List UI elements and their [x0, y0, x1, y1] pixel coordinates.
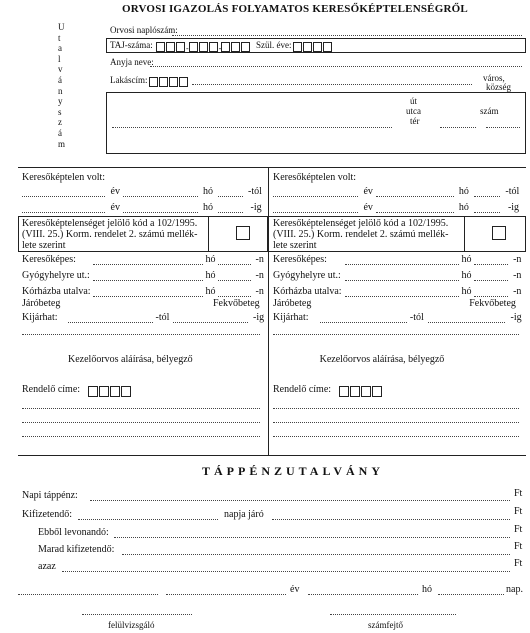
rendelo-cim-line-2[interactable]: [22, 422, 260, 423]
ev-label: év: [110, 186, 120, 197]
gyogyhelyre-ut-nap-field[interactable]: [474, 280, 508, 281]
side-letter: y: [58, 96, 63, 107]
keresokeptelen-volt-label: Keresőképtelen volt:: [22, 172, 106, 183]
kezeloorvos-label: Kezelőorvos aláírása, bélyegző: [68, 354, 193, 365]
side-letter: s: [58, 106, 62, 117]
ev-label: év: [110, 202, 120, 213]
gyogyhelyre-ut-label: Gyógyhelyre ut.:: [22, 270, 90, 281]
side-letter: á: [58, 75, 62, 85]
keresokeptelen-ig-nap-field[interactable]: [474, 212, 500, 213]
kijarhat-tol-field[interactable]: [68, 322, 153, 323]
side-letter: l: [58, 53, 61, 64]
korhazba-utalva-ho-field[interactable]: [345, 296, 459, 297]
gyogyhelyre-ut-label: Gyógyhelyre ut.:: [273, 270, 341, 281]
marad-kifizetendo-label: Marad kifizetendő:: [38, 544, 115, 555]
azaz-field[interactable]: [62, 571, 510, 572]
rendelo-cim-line-1[interactable]: [22, 408, 260, 409]
szamfejto-label: számfejtő: [368, 620, 403, 630]
keresokeptelen-tol-nap-field[interactable]: [474, 196, 500, 197]
varos-label: város,: [483, 73, 505, 83]
n-label: -n: [513, 286, 522, 297]
ho-label: hó: [461, 254, 472, 265]
kijarhat-label: Kijárhat:: [22, 312, 58, 323]
varos-field[interactable]: [192, 84, 472, 85]
column-right: [268, 168, 526, 455]
taj-szama-boxes[interactable]: - -: [156, 38, 251, 56]
kod-text-line-1: Keresőképtelenséget jelölő kód a 102/1995.: [273, 218, 449, 229]
kijarhat-tol-field[interactable]: [320, 322, 408, 323]
side-letter: m: [58, 138, 66, 149]
keresokeptelen-ig-ho-field[interactable]: [123, 212, 198, 213]
kijarhat-ig-field[interactable]: [428, 322, 505, 323]
jarobeteg-label: Járóbeteg: [273, 298, 312, 309]
side-letter: v: [58, 64, 63, 75]
rendelo-cim-line-3[interactable]: [273, 436, 519, 437]
rendelo-cime-label: Rendelő címe:: [273, 384, 332, 395]
ft-label-4: Ft: [514, 541, 523, 552]
korhazba-utalva-ho-field[interactable]: [93, 296, 203, 297]
kijarhat-extra-field[interactable]: [22, 334, 260, 335]
gyogyhelyre-ut-ho-field[interactable]: [93, 280, 203, 281]
datum-ev-field[interactable]: [166, 594, 286, 595]
utca-label: utca: [406, 106, 421, 116]
n-label: -n: [255, 286, 264, 297]
side-letter: U: [58, 22, 65, 32]
szam-label: szám: [480, 106, 499, 116]
n-label: -n: [255, 254, 264, 265]
n-label: -n: [513, 270, 522, 281]
keresokeptelen-ig-ev-field[interactable]: [22, 212, 105, 213]
kod-box-divider: [208, 216, 209, 251]
felulvizsgalo-signature-line[interactable]: [82, 614, 192, 615]
tol-label: -tól: [248, 186, 262, 197]
rendelo-irsz-boxes[interactable]: [339, 382, 383, 400]
gyogyhelyre-ut-ho-field[interactable]: [345, 280, 459, 281]
kod-checkbox[interactable]: [492, 226, 506, 240]
ev-label: év: [363, 186, 373, 197]
kod-box-divider: [464, 216, 465, 251]
marad-kifizetendo-field[interactable]: [122, 554, 510, 555]
kijarhat-ig-field[interactable]: [173, 322, 248, 323]
lakascim-irsz-boxes[interactable]: [149, 73, 189, 91]
jarobeteg-label: Járóbeteg: [22, 298, 61, 309]
fekvobeteg-label: Fekvőbeteg: [469, 298, 516, 309]
kod-text-line-2: (VIII. 25.) Korm. rendelet 2. számú mellék-: [273, 229, 449, 240]
kereskepes-label: Keresőképes:: [273, 254, 327, 265]
ho-label: hó: [461, 286, 472, 297]
ig-label: -ig: [250, 202, 262, 213]
datum-ho-field[interactable]: [308, 594, 418, 595]
kod-checkbox[interactable]: [236, 226, 250, 240]
datum-ev-label: év: [290, 584, 300, 595]
ho-label: hó: [203, 186, 213, 197]
szamfejto-signature-line[interactable]: [330, 614, 456, 615]
ho-label: hó: [205, 254, 216, 265]
helyseg-field[interactable]: [18, 594, 158, 595]
side-letter: n: [58, 85, 63, 96]
szul-ev-label: Szül. éve:: [256, 40, 292, 50]
keresokeptelen-tol-ho-field[interactable]: [123, 196, 198, 197]
taj-szama-label: TAJ-száma:: [110, 40, 153, 50]
datum-nap-label: nap.: [506, 584, 523, 595]
anyja-neve-field[interactable]: [150, 66, 522, 67]
columns-bottom-line: [18, 455, 526, 456]
lakascim-label: Lakáscím:: [110, 75, 148, 85]
ho-label: hó: [203, 202, 213, 213]
anyja-neve-label: Anyja neve:: [110, 57, 154, 67]
korhazba-utalva-nap-field[interactable]: [474, 296, 508, 297]
szam-field-2[interactable]: [486, 127, 520, 128]
keresokeptelen-tol-ev-field[interactable]: [273, 196, 358, 197]
side-letter: a: [58, 43, 62, 54]
keresokeptelen-ig-ho-field[interactable]: [376, 212, 453, 213]
kereskepes-ho-field[interactable]: [345, 264, 459, 265]
kereskepes-ho-field[interactable]: [93, 264, 203, 265]
kifizetendo-osszeg-field[interactable]: [272, 519, 510, 520]
kijarhat-label: Kijárhat:: [273, 312, 309, 323]
side-letter: t: [58, 32, 61, 43]
kereskepes-nap-field[interactable]: [218, 264, 251, 265]
ft-label-2: Ft: [514, 506, 523, 517]
kod-text-line-3: lete szerint: [273, 240, 317, 251]
tappenzutalvany-title: TÁPPÉNZUTALVÁNY: [202, 464, 385, 478]
gyogyhelyre-ut-nap-field[interactable]: [218, 280, 251, 281]
napja-jaro-label: napja járó: [224, 509, 264, 520]
ft-label-1: Ft: [514, 488, 523, 499]
side-letter: z: [58, 117, 62, 128]
szam-field[interactable]: [440, 127, 476, 128]
napi-tappenz-field[interactable]: [90, 500, 510, 501]
keresokeptelen-tol-ho-field[interactable]: [376, 196, 453, 197]
ho-label: hó: [458, 202, 469, 213]
szul-ev-boxes[interactable]: [293, 38, 333, 56]
ebbol-levonando-field[interactable]: [114, 537, 510, 538]
ter-label: tér: [410, 116, 420, 126]
rendelo-irsz-boxes[interactable]: [88, 382, 132, 400]
ft-label-5: Ft: [514, 558, 523, 569]
ho-label: hó: [458, 186, 469, 197]
rendelo-cim-line-2[interactable]: [273, 422, 519, 423]
tol-label: -tól: [409, 312, 424, 323]
korhazba-utalva-label: Kórházba utalva:: [273, 286, 342, 297]
kod-text-line-3: lete szerint: [22, 240, 66, 251]
ho-label: hó: [205, 270, 216, 281]
ebbol-levonando-label: Ebből levonandó:: [38, 527, 109, 538]
korhazba-utalva-nap-field[interactable]: [218, 296, 251, 297]
n-label: -n: [255, 270, 264, 281]
n-label: -n: [513, 254, 522, 265]
kereskepes-nap-field[interactable]: [474, 264, 508, 265]
kijarhat-extra-field[interactable]: [273, 334, 519, 335]
kozseg-label: község: [486, 82, 511, 92]
korhazba-utalva-label: Kórházba utalva:: [22, 286, 91, 297]
fekvobeteg-label: Fekvőbeteg: [213, 298, 260, 309]
kifizetendo-napok-field[interactable]: [78, 519, 218, 520]
utca-field[interactable]: [112, 127, 392, 128]
napi-tappenz-label: Napi táppénz:: [22, 490, 78, 501]
column-left: [18, 168, 268, 455]
rendelo-cime-label: Rendelő címe:: [22, 384, 81, 395]
datum-ho-label: hó: [422, 584, 432, 595]
side-letter: á: [58, 128, 62, 138]
keresokeptelen-tol-ev-field[interactable]: [22, 196, 105, 197]
kifizetendo-label: Kifizetendő:: [22, 509, 72, 520]
ft-label-3: Ft: [514, 524, 523, 535]
rendelo-cim-line-1[interactable]: [273, 408, 519, 409]
ho-label: hó: [205, 286, 216, 297]
orvosi-naploszam-field[interactable]: [172, 35, 522, 36]
ev-label: év: [363, 202, 373, 213]
kezeloorvos-label: Kezelőorvos aláírása, bélyegző: [319, 354, 445, 365]
kereskepes-label: Keresőképes:: [22, 254, 76, 265]
form-title: ORVOSI IGAZOLÁS FOLYAMATOS KERESŐKÉPTELENSÉGRŐL: [122, 3, 468, 15]
keresokeptelen-ig-ev-field[interactable]: [273, 212, 358, 213]
felulvizsgalo-label: felülvizsgáló: [108, 620, 155, 630]
keresokeptelen-volt-label: Keresőképtelen volt:: [273, 172, 357, 183]
keresokeptelen-tol-nap-field[interactable]: [218, 196, 243, 197]
kod-text-line-1: Keresőképtelenséget jelölő kód a 102/1995.: [22, 218, 198, 229]
tol-label: -tól: [505, 186, 520, 197]
kod-text-line-2: (VIII. 25.) Korm. rendelet 2. számú mellék-: [22, 229, 198, 240]
rendelo-cim-line-3[interactable]: [22, 436, 260, 437]
tol-label: -tól: [155, 312, 170, 323]
ig-label: -ig: [253, 312, 265, 323]
datum-nap-field[interactable]: [438, 594, 504, 595]
orvosi-naploszam-label: Orvosi naplószám:: [110, 25, 178, 35]
ig-label: -ig: [507, 202, 520, 213]
ig-label: -ig: [510, 312, 522, 323]
keresokeptelen-ig-nap-field[interactable]: [218, 212, 243, 213]
azaz-label: azaz: [38, 561, 56, 572]
ut-label: út: [410, 96, 418, 106]
address-box: [106, 92, 526, 154]
ho-label: hó: [461, 270, 472, 281]
